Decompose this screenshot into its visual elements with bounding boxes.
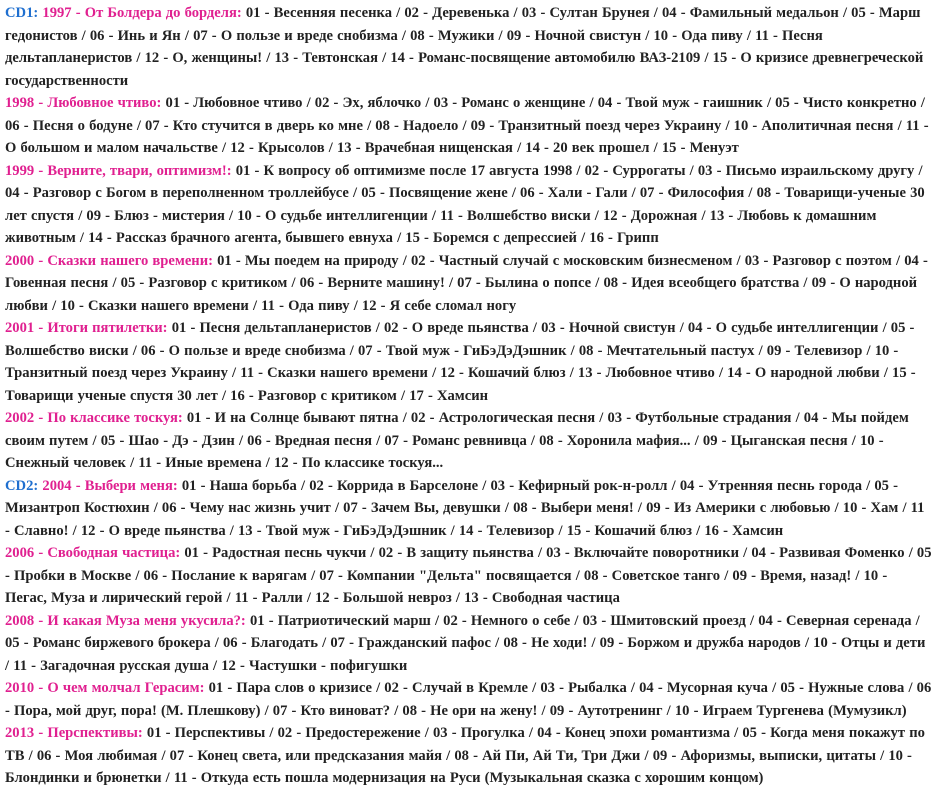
cd-label: CD1: bbox=[5, 5, 43, 21]
album-1999 bbox=[5, 160, 933, 250]
track-list: 01 - Перспективы / 02 - Предостережение / 03 - Прогулка / 04 - Конец эпохи романтизма / 05 - Когда меня покажут по ТВ / 06 - Моя любимая / 07 - Конец света, или предсказания майя / 08 - Ай Пи, Ай Ти, Три Джи / 09 - Афоризмы, выписки, цитаты / 10 - Блондинки и брюнетки / 11 - Откуда есть пошла модернизация на Руси (Музыкальная сказка с хорошим концом) bbox=[5, 725, 925, 786]
album-2013 bbox=[5, 722, 933, 790]
track-list: 01 - К вопросу об оптимизме после 17 августа 1998 / 02 - Суррогаты / 03 - Письмо израильскому другу / 04 - Разговор с Богом в переполненном троллейбусе / 05 - Посвящение жене / 06 - Хали - Гали / 07 - Философия / 08 - Товарищи-ученые 30 лет спустя / 09 - Блюз - мистерия / 10 - О судьбе интеллигенции / 11 - Волшебство виски / 12 - Дорожная / 13 - Любовь к домашним животным / 14 - Рассказ брачного агента, бывшего евнуха / 15 - Боремся с депрессией / 16 - Грипп bbox=[5, 162, 925, 246]
track-list: 01 - Мы поедем на природу / 02 - Частный случай с московским бизнесменом / 03 - Разговор с поэтом / 04 - Говенная песня / 05 - Разговор с критиком / 06 - Верните машину! / 07 - Былина о попсе / 08 - Идея всеобщего братства / 09 - О народной любви / 10 - Сказки нашего времени / 11 - Ода пиву / 12 - Я себе сломал ногу bbox=[5, 252, 928, 314]
cd-label: CD2: bbox=[5, 477, 43, 494]
album-2004 bbox=[5, 475, 933, 543]
track-list: 01 - Любовное чтиво / 02 - Эх, яблочко / 03 - Романс о женщине / 04 - Твой муж - гаишник / 05 - Чисто конкретно / 06 - Песня о бодуне / 07 - Кто стучится в дверь ко мне / 08 - Надоело / 09 - Транзитный поезд через Украину / 10 - Аполитичная песня / 11 - О большом и малом начальстве / 12 - Крысолов / 13 - Врачебная нищенская / 14 - 20 век прошел / 15 - Менуэт bbox=[5, 95, 929, 156]
album-2001 bbox=[5, 317, 933, 407]
track-list: 01 - И на Солнце бывают пятна / 02 - Астрологическая песня / 03 - Футбольные страдания / 04 - Мы пойдем своим путем / 05 - Шао - Дэ - Дзин / 06 - Вредная песня / 07 - Романс ревнивца / 08 - Хоронила мафия... / 09 - Цыганская песня / 10 - Снежный человек / 11 - Иные времена / 12 - По классике тоскуя... bbox=[5, 410, 909, 471]
track-list: 01 - Песня дельтапланеристов / 02 - О вреде пьянства / 03 - Ночной свистун / 04 - О судьбе интеллигенции / 05 - Волшебство виски / 06 - О пользе и вреде снобизма / 07 - Твой муж - ГиБэДэДэшник / 08 - Мечтательный пастух / 09 - Телевизор / 10 - Транзитный поезд через Украину / 11 - Сказки нашего времени / 12 - Кошачий блюз / 13 - Любовное чтиво / 14 - О народной любви / 15 - Товарищи ученые спустя 30 лет / 16 - Разговор с критиком / 17 - Хамсин bbox=[5, 320, 916, 404]
album-title: 2008 - И какая Муза меня укусила?: bbox=[5, 612, 246, 629]
track-list: 01 - Патриотический марш / 02 - Немного о себе / 03 - Шмитовский проезд / 04 - Северная серенада / 05 - Романс биржевого брокера / 06 - Благодать / 07 - Гражданский пафос / 08 - Не ходи! / 09 - Боржом и дружба народов / 10 - Отцы и дети / 11 - Загадочная русская душа / 12 - Частушки - пофигушки bbox=[5, 612, 926, 674]
album-title: 2006 - Свободная частица: bbox=[5, 545, 181, 561]
track-list: 01 - Весенняя песенка / 02 - Деревенька / 03 - Султан Брунея / 04 - Фамильный медальон / 05 - Марш гедонистов / 06 - Инь и Ян / 07 - О пользе и вреде снобизма / 08 - Мужики / 09 - Ночной свистун / 10 - Ода пиву / 11 - Песня дельтапланеристов / 12 - О, женщины! / 13 - Тевтонская / 14 - Романс-посвящение автомобилю ВАЗ-2109 / 15 - О кризисе древнегреческой государственности bbox=[5, 5, 924, 89]
album-2010 bbox=[5, 677, 933, 722]
album-title: 1997 - От Болдера до борделя: bbox=[42, 5, 242, 21]
album-title: 1998 - Любовное чтиво: bbox=[5, 95, 162, 111]
album-title: 2013 - Перспективы: bbox=[5, 725, 143, 741]
album-2008 bbox=[5, 610, 933, 678]
track-list: 01 - Наша борьба / 02 - Коррида в Барселоне / 03 - Кефирный рок-н-ролл / 04 - Утренняя песнь города / 05 - Мизантроп Костюхин / 06 - Чему нас жизнь учит / 07 - Зачем Вы, девушки / 08 - Выбери меня! / 09 - Из Америки с любовью / 10 - Хам / 11 - Славно! / 12 - О вреде пьянства / 13 - Твой муж - ГиБэДэДэшник / 14 - Телевизор / 15 - Кошачий блюз / 16 - Хамсин bbox=[5, 477, 925, 539]
album-title: 2002 - По классике тоскуя: bbox=[5, 410, 183, 426]
album-title: 1999 - Верните, твари, оптимизм!: bbox=[5, 162, 232, 179]
album-1997 bbox=[5, 2, 933, 92]
album-title: 2001 - Итоги пятилетки: bbox=[5, 320, 168, 336]
album-1998 bbox=[5, 92, 933, 160]
album-2000 bbox=[5, 250, 933, 318]
tracklist-document bbox=[5, 2, 933, 790]
album-title: 2000 - Сказки нашего времени: bbox=[5, 252, 213, 269]
track-list: 01 - Пара слов о кризисе / 02 - Случай в Кремле / 03 - Рыбалка / 04 - Мусорная куча / 05 - Нужные слова / 06 - Пора, мой друг, пора! (М. Плешкову) / 07 - Кто виноват? / 08 - Не ори на жену! / 09 - Аутотренинг / 10 - Играем Тургенева (Мумузикл) bbox=[5, 680, 932, 719]
track-list: 01 - Радостная песнь чукчи / 02 - В защиту пьянства / 03 - Включайте поворотники / 04 - Развивая Фоменко / 05 - Пробки в Москве / 06 - Послание к варягам / 07 - Компании "Дельта" посвящается / 08 - Советское танго / 09 - Время, назад! / 10 - Пегас, Муза и лирический герой / 11 - Ралли / 12 - Большой невроз / 13 - Свободная частица bbox=[5, 545, 932, 606]
album-title: 2004 - Выбери меня: bbox=[42, 477, 178, 494]
album-2006 bbox=[5, 542, 933, 610]
album-2002 bbox=[5, 407, 933, 475]
album-title: 2010 - О чем молчал Герасим: bbox=[5, 680, 205, 696]
